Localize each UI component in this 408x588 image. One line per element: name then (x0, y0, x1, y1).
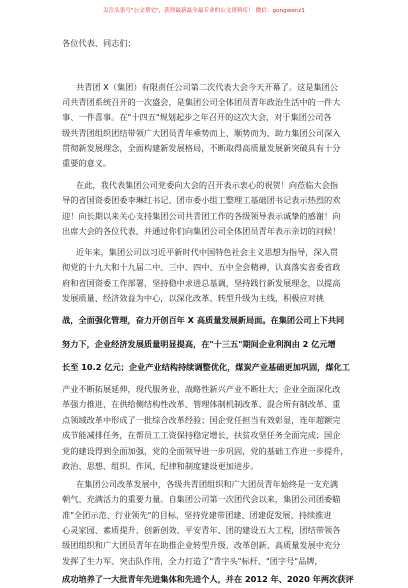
text-line: 重要的意义。 (62, 158, 112, 168)
text-line: 战，全面强化管理，奋力开创百年 X 高质量发展新局面。在集团公司上下共同 (62, 315, 345, 325)
text-line: 发展质量、经济效益为中心，以深化改革、转型升级为主线，积极应对挑 (62, 293, 325, 303)
text-line: 在集团公司改革发展中，各级共青团组织和广大团员青年始终是一支充满 (76, 479, 339, 489)
promo-banner[interactable]: 关注头条号"公文帮宅"，获得最新最全最专业的公文资料库！ 微信：gongwenz1 (103, 8, 305, 14)
text-line: 党的建设得到全面加强，党的全面领导进一步巩固，党的基础工作进一步提升， (62, 446, 349, 456)
text-line: 点领域改革中形成了一批综合改革经验；国企党任担当有效彰显，连年超额完 (62, 415, 341, 425)
text-line: 导的省国资委团委李琳红书记、团市委小组工整理工基础团书记表示热烈的欢 (62, 195, 341, 205)
text-line: 事、一件喜事。在"十四五"规划起步之年召开的这次大会，对于集团公司各 (62, 112, 332, 122)
text-line: 出席大会的各位代表，并通过你们向集团公司全体团员青年表示亲切的问候！ (62, 226, 341, 236)
text-line: 革强力推进，在供给侧结构性改革、管理体制机制改革、混合所有制改革、重 (62, 399, 341, 409)
text-line: 政治、思想、组织、作风、纪律和制度建设更加进步。 (62, 461, 259, 471)
text-line: 长至 10.2 亿元；企业产业结构持续调整优化，煤炭产业基础更加巩固，煤化工 (62, 362, 350, 372)
text-line: 朝气、充满活力的重要力量。自集团公司第一次团代会以来，集团公司团委瞄 (62, 494, 341, 504)
text-line: 级共青团组织团结带领广大团员青年乘势而上、顺势而为，助力集团公司深入 (62, 128, 341, 138)
text-line: 发挥了生力军、突击队作用，全力打造了"青字头"标杆、"团字号"品牌， (62, 556, 323, 566)
text-line: 彻党的十九大和十九届二中、三中、四中、五中全会精神，认真落实省委省政 (62, 262, 341, 272)
text-line: 努力下，企业经济发展质量明显提高，在"十三五"期间企业利润由 2 亿元增 (62, 339, 336, 349)
text-line: 产业不断拓展延伸，现代服务业、战略性新兴产业不断壮大；企业全面深化改 (62, 384, 341, 394)
text-line: 准"全团示范、行业领先"的目标，坚持党建带团建、团建促发展，持续推进 (62, 510, 332, 520)
text-line: 成节能减排任务，在帮员工工资保持稳定增长，扶贫攻坚任务全面完成；国企 (62, 430, 341, 440)
text-line: 迎！向长期以来关心支持集团公司共青团工作的各级领导表示诚挚的感谢！向 (62, 211, 341, 221)
text-line: 心灵家园、素质提升、创新创效、平安青年、团的建设五大工程，团结带领各 (62, 525, 341, 535)
text-line: 府和省国资委工作部署，坚持稳中求进总基调，坚持践行新发展理念，以提高 (62, 278, 341, 288)
text-line: 级团组织和广大团员青年在助推企业转型升级、改革创新、高质量发展中充分 (62, 540, 341, 550)
text-line: 司共青团系统召开的一次盛会，是集团公司全体团员青年政治生活中的一件大 (62, 97, 341, 107)
text-line: 贯彻新发展理念，全面构建新发展格局，不断取得高质量发展新突破具有十分 (62, 143, 341, 153)
text-line: 近年来，集团公司以习近平新时代中国特色社会主义思想为指导，深入贯 (76, 247, 339, 257)
text-line: 共青团 X（集团）有限责任公司第二次代表大会今天开幕了。这是集团公 (76, 82, 339, 92)
text-line: 成功培养了一大批青年先进集体和先进个人，并在 2012 年、2020 年两次获评 (62, 574, 354, 584)
text-line: 在此，我代表集团公司党委向大会的召开表示衷心的祝贺！向莅临大会指 (76, 180, 339, 190)
greeting: 各位代表、同志们： (62, 38, 136, 48)
